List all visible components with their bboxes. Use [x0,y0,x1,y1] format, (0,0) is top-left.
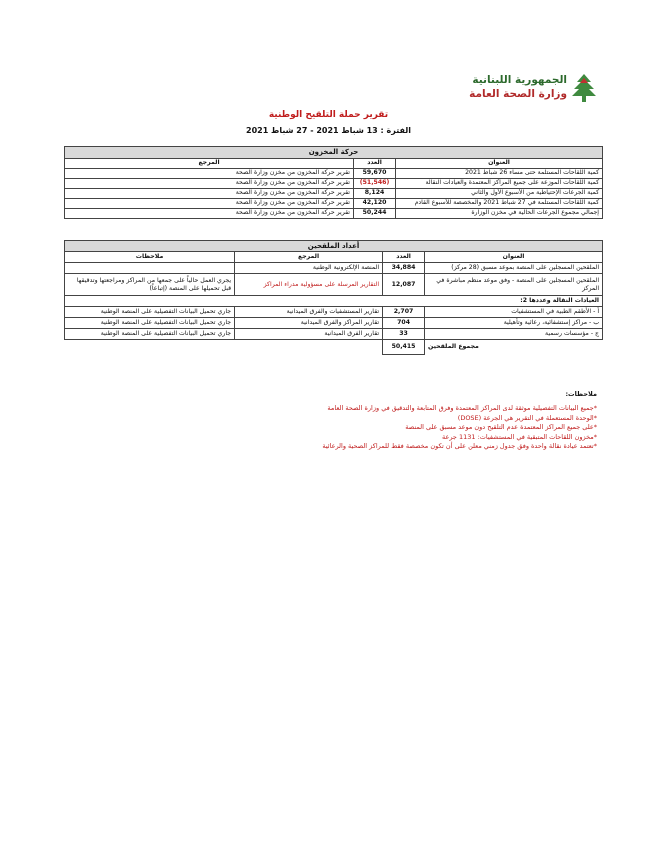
row-count: 34,884 [383,263,425,274]
table-row [65,307,603,318]
logo-ministry-text: وزارة الصحة العامة [469,88,567,100]
col-notes-header: ملاحظات [65,252,235,263]
row-ref: تقرير حركة المخزون من مخزن وزارة الصحة [65,189,354,199]
vaccinated-table [64,240,603,355]
note-item: *على جميع المراكز المعتمدة عدم التلقيح دون موعد مسبق على المنصة [405,423,597,431]
row-title: أ - الأطقم الطبية في المستشفيات [425,307,603,318]
note-item: *جميع البيانات التفصيلية موثقة لدى المراكز المعتمدة وفرق المتابعة والتدقيق في وزارة الصحة العامة [327,404,597,412]
row-count: 42,120 [354,199,396,209]
row-notes: جاري تحميل البيانات التفصيلية على المنصة الوطنية [65,329,235,340]
col-ref-header: المرجع [65,159,354,169]
row-title: كمية الجرعات الإحتياطية من الأسبوع الأول والثاني [396,189,603,199]
row-notes: جاري تحميل البيانات التفصيلية على المنصة الوطنية [65,307,235,318]
stock-section-header [65,147,603,159]
mobile-clinics-heading: العيادات النقالة وعددها 2: [65,296,603,307]
table-row [65,329,603,340]
cedar-tree-icon [571,73,597,103]
ministry-logo [469,73,597,103]
notes-section [177,390,597,452]
vaccinated-section-title: أعداد الملقحين [65,241,603,252]
stock-movement-table [64,146,603,219]
notes-heading: ملاحظات: [565,390,597,398]
col-count-header: العدد [354,159,396,169]
table-row [65,318,603,329]
row-count: 2,707 [383,307,425,318]
row-notes [65,263,235,274]
row-ref: تقارير المستشفيات والفرق الميدانية [235,307,383,318]
mobile-clinics-heading-row [65,296,603,307]
table-row [65,179,603,189]
report-title: تقرير حملة التلقيح الوطنية [268,110,389,120]
row-title: كمية اللقاحات المستلمة حتى مساء 26 شباط 2021 [396,169,603,179]
row-count: 59,670 [354,169,396,179]
table-row [65,274,603,296]
row-count: 33 [383,329,425,340]
row-title: كمية اللقاحات الموزعة على جميع المراكز المعتمدة والعيادات النقالة [396,179,603,189]
row-ref: تقرير حركة المخزون من مخزن وزارة الصحة [65,199,354,209]
row-count: 50,244 [354,209,396,219]
total-spacer [65,340,235,355]
col-count-header: العدد [383,252,425,263]
row-ref: المنصة الإلكترونية الوطنية [235,263,383,274]
col-title-header: العنوان [396,159,603,169]
stock-section-title: حركة المخزون [65,147,603,159]
col-ref-header: المرجع [235,252,383,263]
row-ref: تقرير حركة المخزون من مخزن وزارة الصحة [65,179,354,189]
row-notes: جاري تحميل البيانات التفصيلية على المنصة الوطنية [65,318,235,329]
logo-republic-text: الجمهورية اللبنانية [472,74,567,86]
vaccinated-section-header [65,241,603,252]
total-spacer [235,340,383,355]
row-count: 8,124 [354,189,396,199]
total-value: 50,415 [383,340,425,355]
table-row [65,189,603,199]
row-count: (51,546) [354,179,396,189]
row-ref: التقارير المرسلة على مسؤولية مدراء المراكز [235,274,383,296]
note-item: *مخزون اللقاحات المتبقية في المستشفيات: 1131 جرعة [441,432,597,441]
table-row [65,263,603,274]
col-title-header: العنوان [425,252,603,263]
row-title: كمية اللقاحات المستلمة في 27 شباط 2021 والمخصصة للأسبوع القادم [396,199,603,209]
vaccinated-column-headers [65,252,603,263]
row-count: 704 [383,318,425,329]
table-row [65,209,603,219]
table-row [65,169,603,179]
total-row [65,340,603,355]
row-ref: تقارير الفرق الميدانية [235,329,383,340]
row-ref: تقارير المراكز والفرق الميدانية [235,318,383,329]
row-title: إجمالي مجموع الجرعات الحالية في مخزن الوزارة [396,209,603,219]
row-count: 12,087 [383,274,425,296]
stock-column-headers [65,159,603,169]
row-title: ج - مؤسسات رسمية [425,329,603,340]
row-ref: تقرير حركة المخزون من مخزن وزارة الصحة [65,169,354,179]
row-ref: تقرير حركة المخزون من مخزن وزارة الصحة [65,209,354,219]
note-item: *الوحدة المستعملة في التقرير هي الجرعة (DOSE) [457,413,597,422]
row-title: الملقحين المسجلين على المنصة بموعد مسبق (28 مركز) [425,263,603,274]
row-title: ب - مراكز إستشفائية، رعائية وتأهيلية [425,318,603,329]
row-notes: يجري العمل حالياً على جمعها من المراكز ومراجعتها وتدقيقها قبل تحميلها على المنصة (إتباعاً) [65,274,235,296]
note-item: *تعتمد عيادة نقالة واحدة وفق جدول زمني معلن على أن تكون مخصصة فقط للمراكز الصحية والرعائية [322,442,597,450]
table-row [65,199,603,209]
total-label: مجموع الملقحين [428,343,479,350]
report-period: الفترة : 13 شباط 2021 - 27 شباط 2021 [246,126,411,135]
row-title: الملقحين المسجلين على المنصة - وفق موعد منظم مباشرة في المركز [425,274,603,296]
